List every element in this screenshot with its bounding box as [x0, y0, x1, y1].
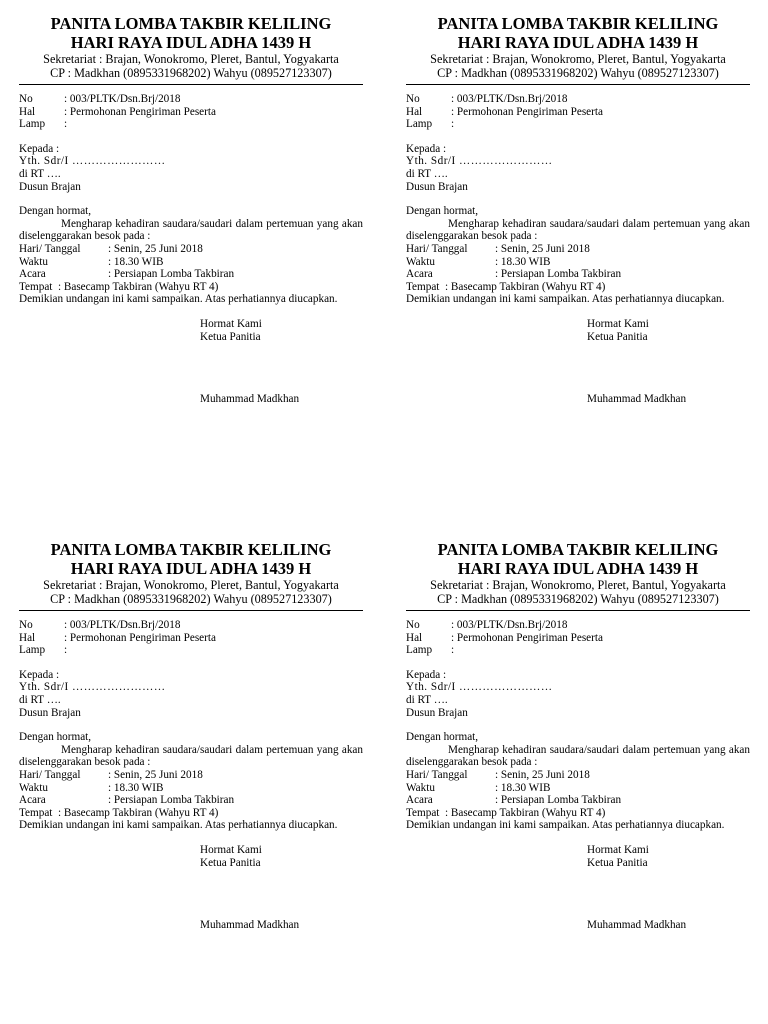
invitation-letter-bottom-left	[19, 540, 363, 1010]
dusun-line: Dusun Brajan	[19, 706, 81, 719]
hal-value: : Permohonan Pengiriman Peserta	[451, 631, 603, 644]
event-details	[19, 243, 363, 293]
lamp-value: :	[451, 118, 455, 131]
salutation: Dengan hormat,	[406, 731, 479, 744]
reference-block	[19, 619, 363, 657]
hal-label: Hal	[19, 631, 36, 644]
tempat-line: Tempat : Basecamp Takbiran (Wahyu RT 4)	[406, 280, 606, 293]
tempat-line: Tempat : Basecamp Takbiran (Wahyu RT 4)	[19, 806, 219, 819]
letter-title-line2: HARI RAYA IDUL ADHA 1439 H	[70, 33, 312, 52]
hal-value: : Permohonan Pengiriman Peserta	[64, 105, 216, 118]
acara-label: Acara	[406, 268, 433, 281]
kepada-line: Kepada :	[19, 668, 60, 681]
rt-line: di RT ….	[19, 167, 61, 180]
dusun-line: Dusun Brajan	[406, 706, 468, 719]
kepada-line: Kepada :	[19, 142, 60, 155]
ketua-panitia: Ketua Panitia	[587, 330, 648, 343]
invitation-paragraph: Mengharap kehadiran saudara/saudari dalam pertemuan yang akan diselenggarakan besok pada :	[19, 743, 363, 769]
no-value: : 003/PLTK/Dsn.Brj/2018	[64, 93, 181, 105]
recipient-block	[406, 669, 750, 719]
waktu-label: Waktu	[19, 255, 48, 268]
signature-block	[587, 844, 750, 869]
lamp-label: Lamp	[406, 644, 433, 657]
hormat-kami: Hormat Kami	[200, 843, 262, 856]
yth-line: Yth. Sdr/I ……………………	[19, 681, 166, 694]
tempat-line: Tempat : Basecamp Takbiran (Wahyu RT 4)	[19, 280, 219, 293]
acara-value: : Persiapan Lomba Takbiran	[108, 794, 235, 807]
contact-persons: CP : Madkhan (0895331968202) Wahyu (089527123307)	[437, 66, 719, 80]
invitation-letter-bottom-right	[406, 540, 750, 1010]
acara-value: : Persiapan Lomba Takbiran	[495, 268, 622, 281]
closing-paragraph: Demikian undangan ini kami sampaikan. Atas perhatiannya diucapkan.	[406, 293, 725, 306]
dusun-line: Dusun Brajan	[406, 180, 468, 193]
lamp-label: Lamp	[19, 644, 46, 657]
yth-line: Yth. Sdr/I ……………………	[406, 681, 553, 694]
waktu-label: Waktu	[406, 781, 435, 794]
hari-label: Hari/ Tanggal	[406, 242, 468, 255]
waktu-label: Waktu	[406, 255, 435, 268]
acara-label: Acara	[19, 268, 46, 281]
signature-block	[200, 844, 363, 869]
header-divider	[406, 610, 750, 611]
header-divider	[406, 84, 750, 85]
hal-label: Hal	[406, 105, 423, 118]
header-divider	[19, 84, 363, 85]
hormat-kami: Hormat Kami	[200, 317, 262, 330]
dusun-line: Dusun Brajan	[19, 180, 81, 193]
lamp-value: :	[64, 118, 68, 131]
lamp-value: :	[64, 644, 68, 657]
invitation-letter-top-right	[406, 14, 750, 484]
recipient-block	[19, 143, 363, 193]
no-value: : 003/PLTK/Dsn.Brj/2018	[451, 619, 568, 631]
lamp-label: Lamp	[406, 118, 433, 131]
rt-line: di RT ….	[406, 167, 448, 180]
letter-title-line1: PANITA LOMBA TAKBIR KELILING	[437, 14, 719, 33]
event-details	[406, 243, 750, 293]
signature-block	[587, 318, 750, 343]
letter-title-line1: PANITA LOMBA TAKBIR KELILING	[50, 540, 332, 559]
acara-value: : Persiapan Lomba Takbiran	[495, 794, 622, 807]
salutation: Dengan hormat,	[19, 731, 92, 744]
hari-value: : Senin, 25 Juni 2018	[108, 768, 203, 781]
hari-value: : Senin, 25 Juni 2018	[495, 242, 590, 255]
acara-label: Acara	[406, 794, 433, 807]
signer-name: Muhammad Madkhan	[587, 393, 687, 406]
hal-value: : Permohonan Pengiriman Peserta	[64, 631, 216, 644]
secretariat-address: Sekretariat : Brajan, Wonokromo, Pleret, Bantul, Yogyakarta	[43, 52, 339, 66]
event-details	[19, 769, 363, 819]
invitation-paragraph: Mengharap kehadiran saudara/saudari dalam pertemuan yang akan diselenggarakan besok pada :	[406, 217, 750, 243]
no-label: No	[406, 619, 420, 631]
contact-persons: CP : Madkhan (0895331968202) Wahyu (089527123307)	[50, 66, 332, 80]
waktu-value: : 18.30 WIB	[495, 255, 551, 268]
letter-title-line2: HARI RAYA IDUL ADHA 1439 H	[457, 33, 699, 52]
hal-label: Hal	[406, 631, 423, 644]
no-value: : 003/PLTK/Dsn.Brj/2018	[451, 93, 568, 105]
invitation-paragraph: Mengharap kehadiran saudara/saudari dalam pertemuan yang akan diselenggarakan besok pada :	[19, 217, 363, 243]
yth-line: Yth. Sdr/I ……………………	[19, 155, 166, 168]
lamp-value: :	[451, 644, 455, 657]
reference-block	[19, 93, 363, 131]
invitation-letter-top-left	[19, 14, 363, 484]
ketua-panitia: Ketua Panitia	[200, 856, 261, 869]
secretariat-address: Sekretariat : Brajan, Wonokromo, Pleret, Bantul, Yogyakarta	[43, 578, 339, 592]
event-details	[406, 769, 750, 819]
hal-value: : Permohonan Pengiriman Peserta	[451, 105, 603, 118]
secretariat-address: Sekretariat : Brajan, Wonokromo, Pleret, Bantul, Yogyakarta	[430, 52, 726, 66]
signer-name: Muhammad Madkhan	[200, 393, 300, 406]
no-label: No	[406, 93, 420, 105]
hari-value: : Senin, 25 Juni 2018	[108, 242, 203, 255]
hari-label: Hari/ Tanggal	[406, 768, 468, 781]
hormat-kami: Hormat Kami	[587, 843, 649, 856]
ketua-panitia: Ketua Panitia	[587, 856, 648, 869]
closing-paragraph: Demikian undangan ini kami sampaikan. Atas perhatiannya diucapkan.	[19, 819, 338, 832]
ketua-panitia: Ketua Panitia	[200, 330, 261, 343]
header-divider	[19, 610, 363, 611]
no-label: No	[19, 93, 33, 105]
contact-persons: CP : Madkhan (0895331968202) Wahyu (089527123307)	[50, 592, 332, 606]
signer-name: Muhammad Madkhan	[587, 919, 687, 932]
lamp-label: Lamp	[19, 118, 46, 131]
tempat-line: Tempat : Basecamp Takbiran (Wahyu RT 4)	[406, 806, 606, 819]
hal-label: Hal	[19, 105, 36, 118]
no-value: : 003/PLTK/Dsn.Brj/2018	[64, 619, 181, 631]
secretariat-address: Sekretariat : Brajan, Wonokromo, Pleret, Bantul, Yogyakarta	[430, 578, 726, 592]
recipient-block	[406, 143, 750, 193]
kepada-line: Kepada :	[406, 142, 447, 155]
recipient-block	[19, 669, 363, 719]
waktu-value: : 18.30 WIB	[495, 781, 551, 794]
hari-value: : Senin, 25 Juni 2018	[495, 768, 590, 781]
closing-paragraph: Demikian undangan ini kami sampaikan. Atas perhatiannya diucapkan.	[19, 293, 338, 306]
waktu-label: Waktu	[19, 781, 48, 794]
letter-title-line2: HARI RAYA IDUL ADHA 1439 H	[457, 559, 699, 578]
letter-title-line1: PANITA LOMBA TAKBIR KELILING	[50, 14, 332, 33]
closing-paragraph: Demikian undangan ini kami sampaikan. Atas perhatiannya diucapkan.	[406, 819, 725, 832]
kepada-line: Kepada :	[406, 668, 447, 681]
acara-value: : Persiapan Lomba Takbiran	[108, 268, 235, 281]
contact-persons: CP : Madkhan (0895331968202) Wahyu (089527123307)	[437, 592, 719, 606]
signer-name: Muhammad Madkhan	[200, 919, 300, 932]
reference-block	[406, 93, 750, 131]
salutation: Dengan hormat,	[19, 205, 92, 218]
signature-block	[200, 318, 363, 343]
waktu-value: : 18.30 WIB	[108, 255, 164, 268]
rt-line: di RT ….	[406, 693, 448, 706]
hari-label: Hari/ Tanggal	[19, 242, 81, 255]
hormat-kami: Hormat Kami	[587, 317, 649, 330]
hari-label: Hari/ Tanggal	[19, 768, 81, 781]
rt-line: di RT ….	[19, 693, 61, 706]
letter-title-line2: HARI RAYA IDUL ADHA 1439 H	[70, 559, 312, 578]
no-label: No	[19, 619, 33, 631]
salutation: Dengan hormat,	[406, 205, 479, 218]
invitation-paragraph: Mengharap kehadiran saudara/saudari dalam pertemuan yang akan diselenggarakan besok pada :	[406, 743, 750, 769]
yth-line: Yth. Sdr/I ……………………	[406, 155, 553, 168]
waktu-value: : 18.30 WIB	[108, 781, 164, 794]
letter-title-line1: PANITA LOMBA TAKBIR KELILING	[437, 540, 719, 559]
reference-block	[406, 619, 750, 657]
acara-label: Acara	[19, 794, 46, 807]
